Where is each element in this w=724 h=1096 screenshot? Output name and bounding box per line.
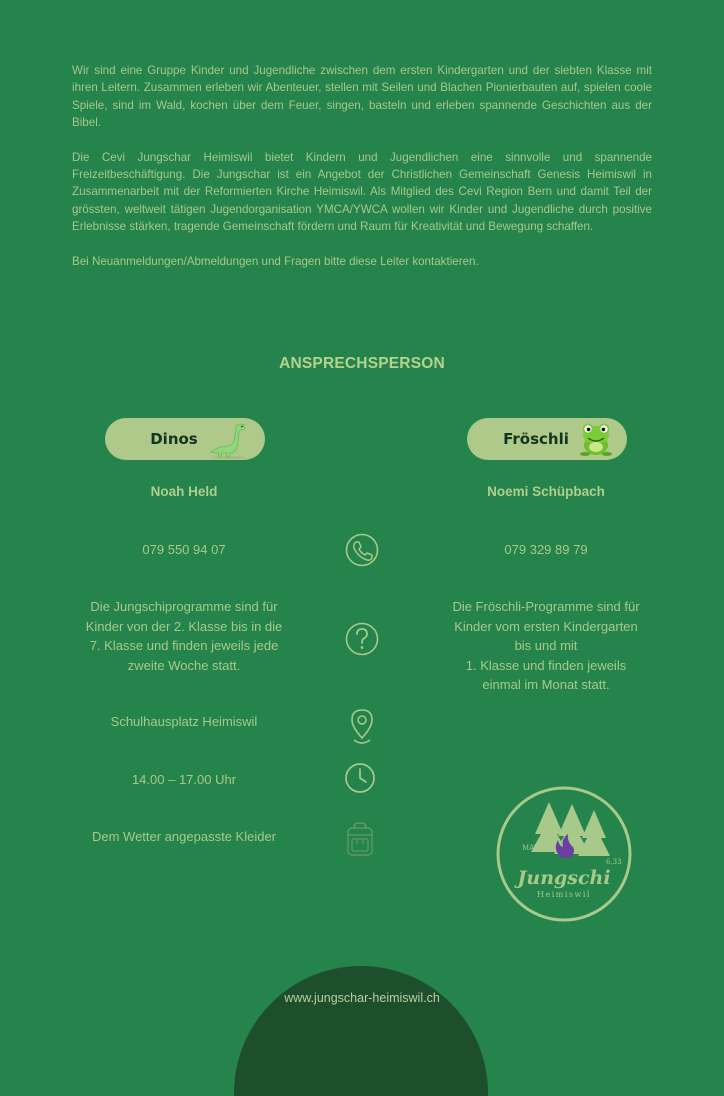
jungschi-logo <box>494 784 634 929</box>
info-line: Kinder von der 2. Klasse bis in die <box>85 618 283 634</box>
info-line: bis und mit <box>514 638 578 653</box>
info-line: einmal im Monat statt. <box>482 677 610 692</box>
clock-icon <box>340 760 380 803</box>
program-info <box>69 597 299 675</box>
group-label: Dinos <box>150 430 198 448</box>
meeting-location: Schulhausplatz Heimiswil <box>110 714 258 729</box>
info-line: zweite Woche statt. <box>127 657 241 673</box>
website-link[interactable]: www.jungschar-heimiswil.ch <box>284 991 440 1005</box>
dinosaur-icon <box>207 421 251 463</box>
phone-number[interactable]: 079 329 89 79 <box>504 542 588 557</box>
footer-arc <box>234 966 488 1096</box>
intro-paragraph: Wir sind eine Gruppe Kinder und Jugendliche zwischen dem ersten Kindergarten und der siebten Klasse mit ihren Leitern. Zusammen erleben wir Abenteuer, stellen mit Seilen und Blachen Pionierbauten auf, spielen coole Spiele, sind im Wald, kochen über dem Feuer, singen, basteln und erleben spannende Geschichten aus der Bibel. <box>72 64 652 130</box>
info-line: 7. Klasse und finden jeweils jede <box>89 638 279 653</box>
logo-title: Jungschi <box>517 867 611 889</box>
meeting-time: 14.00 – 17.00 Uhr <box>131 772 237 787</box>
group-pill-froeschli <box>467 418 627 460</box>
logo-subtitle: Heimiswil <box>537 890 591 899</box>
program-info <box>431 597 661 695</box>
info-line: Die Jungschiprogramme sind für <box>90 599 278 614</box>
info-line: 1. Klasse und finden jeweils <box>465 657 627 673</box>
frog-icon <box>579 421 613 461</box>
backpack-icon <box>340 820 380 863</box>
location-pin-icon <box>340 707 384 752</box>
phone-number[interactable]: 079 550 94 07 <box>142 542 226 557</box>
section-title: ANSPRECHSPERSON <box>279 355 445 372</box>
contact-name: Noah Held <box>150 484 218 499</box>
info-line: Die Fröschli-Programme sind für <box>452 599 640 614</box>
logo-ref-right: 6,33 <box>606 858 622 866</box>
group-pill-dinos <box>105 418 265 460</box>
clothing-note: Dem Wetter angepasste Kleider <box>91 829 277 844</box>
question-icon <box>340 619 384 664</box>
intro-text <box>72 62 652 287</box>
logo-ref-left: MAT <box>522 844 539 852</box>
intro-paragraph: Bei Neuanmeldungen/Abmeldungen und Fragen bitte diese Leiter kontaktieren. <box>72 254 479 268</box>
info-line: Kinder vom ersten Kindergarten <box>454 618 638 634</box>
group-label: Fröschli <box>503 430 569 448</box>
contact-name: Noemi Schüpbach <box>487 484 605 499</box>
intro-paragraph: Die Cevi Jungschar Heimiswil bietet Kindern und Jugendlichen eine sinnvolle und spannende Freizeitbeschäftigung. Die Jungschar ist ein Angebot der Christlichen Gemeinschaft Genesis Heimiswil in Zusammenarbeit mit der Reformierten Kirche Heimiswil. Als Mitglied des Cevi Region Bern und damit Teil der grössten, weltweit tätigen Jugendorganisation YMCA/YWCA wollen wir Kinder und Jugendliche durch positive Erlebnisse stärken, tragende Gemeinschaft fördern und Raum für Kreativität und Bewegung schaffen. <box>72 150 652 234</box>
phone-icon <box>340 530 384 575</box>
